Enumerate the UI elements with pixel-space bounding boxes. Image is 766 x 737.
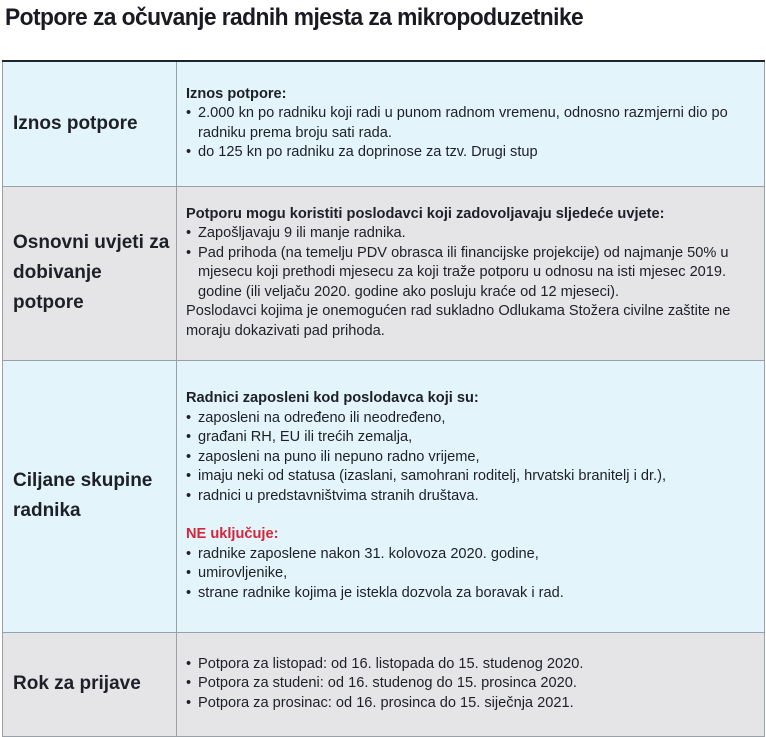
list-item: • Potpora za listopad: od 16. listopada do 15. studenog 2020. — [186, 655, 758, 675]
row-label: Osnovni uvjeti za dobivanje potpore — [3, 186, 177, 360]
list-item: • Potpora za studeni: od 16. studenog do 15. prosinca 2020. — [186, 674, 758, 694]
bullet-list — [186, 655, 758, 714]
section-lead: Radnici zaposleni kod poslodavca koji su: — [186, 390, 479, 406]
row-label: Iznos potpore — [3, 61, 177, 186]
row-label: Ciljane skupine radnika — [3, 360, 177, 632]
info-table — [2, 60, 765, 737]
list-item: • zaposleni na puno ili nepuno radno vrijeme, — [186, 448, 758, 468]
exclusion-list — [186, 545, 758, 604]
bullet-list — [186, 409, 758, 507]
bullet-list — [186, 224, 758, 302]
list-item: • radnici u predstavništvima stranih društava. — [186, 487, 758, 507]
table-row-iznos — [3, 61, 765, 186]
section-lead: Potporu mogu koristiti poslodavci koji zadovoljavaju sljedeće uvjete: — [186, 205, 665, 222]
list-item: • strane radnike kojima je istekla dozvola za boravak i rad. — [186, 584, 758, 604]
list-item: • zaposleni na određeno ili neodređeno, — [186, 409, 758, 429]
list-item: • umirovljenike, — [186, 564, 758, 584]
list-item: • do 125 kn po radniku za doprinose za tzv. Drugi stup — [186, 143, 758, 163]
row-content — [177, 186, 765, 360]
list-item: • radnike zaposlene nakon 31. kolovoza 2020. godine, — [186, 545, 758, 565]
list-item: • Zapošljavaju 9 ili manje radnika. — [186, 224, 758, 244]
page-title: Potpore za očuvanje radnih mjesta za mikropoduzetnike — [5, 4, 584, 31]
row-content — [177, 61, 765, 186]
section-note: Poslodavci kojima je onemogućen rad sukladno Odlukama Stožera civilne zaštite ne moraju dokazivati pad prihoda. — [186, 303, 731, 339]
spacer — [186, 506, 758, 525]
exclusion-lead: NE uključuje: — [186, 526, 279, 542]
row-content — [177, 632, 765, 736]
section-lead: Iznos potpore: — [186, 85, 287, 102]
row-content — [177, 360, 765, 632]
table-row-skupine — [3, 360, 765, 632]
table-row-rok — [3, 632, 765, 736]
bullet-list — [186, 104, 758, 163]
table-row-uvjeti — [3, 186, 765, 360]
row-label: Rok za prijave — [3, 632, 177, 736]
list-item: • 2.000 kn po radniku koji radi u punom radnom vremenu, odnosno razmjerni dio po radniku prema broju sati rada. — [186, 104, 758, 143]
list-item: • imaju neki od statusa (izaslani, samohrani roditelj, hrvatski branitelj i dr.), — [186, 467, 758, 487]
list-item: • Potpora za prosinac: od 16. prosinca do 15. siječnja 2021. — [186, 694, 758, 714]
list-item: • Pad prihoda (na temelju PDV obrasca ili financijske projekcije) od najmanje 50% u mjesecu koji prethodi mjesecu za koji traže potporu u odnosu na isti mjesec 2019. godine (ili veljaču 2020. godine ako posluju kraće od 12 mjeseci). — [186, 244, 758, 303]
list-item: • građani RH, EU ili trećih zemalja, — [186, 428, 758, 448]
